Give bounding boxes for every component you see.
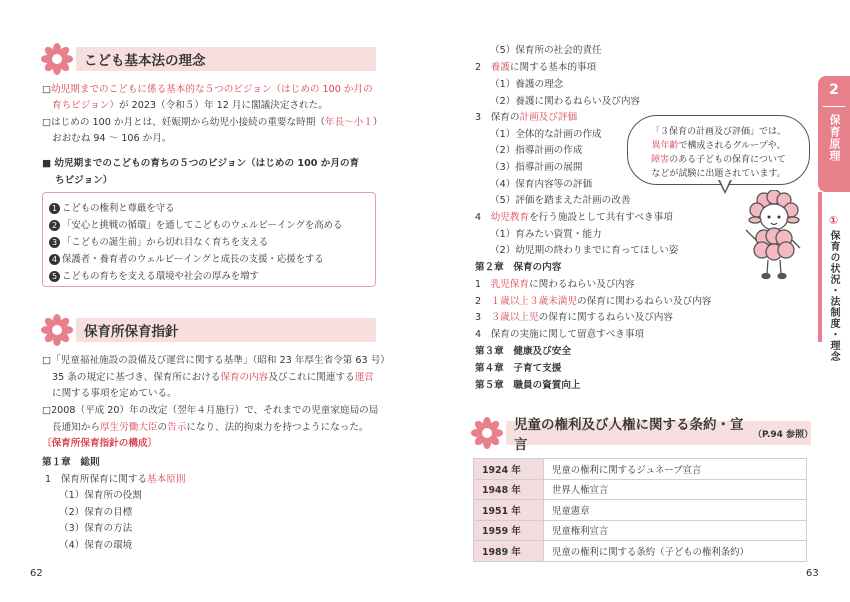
list-item: 2 「安心と挑戦の循環」を通してこどものウェルビーイングを高める (49, 217, 342, 231)
list-item: 2 １歳以上３歳未満児の保育に関わるねらい及び内容 (475, 296, 712, 307)
list-item: （3）指導計画の展開 (490, 162, 583, 173)
table-cell-text: 児童憲章 (544, 500, 807, 521)
table-cell-year: 1951 年 (474, 500, 544, 521)
list-item: 1 乳児保育に関わるねらい及び内容 (475, 279, 635, 290)
list-item: （2）保育の目標 (59, 507, 133, 518)
list-item: 3 ３歳以上児の保育に関するねらい及び内容 (475, 312, 673, 323)
divider (823, 106, 845, 107)
bubble-tail-inner (720, 180, 730, 191)
table-cell-text: 児童権利宣言 (544, 520, 807, 541)
sheep-mascot-icon (742, 190, 804, 282)
text-line: □はじめの 100 か月とは、妊娠期から幼児小接続の重要な時期（年長〜小１） (42, 117, 383, 128)
table-row (474, 479, 807, 500)
bubble-text: 異年齢で構成されるグループや、 (651, 141, 786, 151)
list-item: （4）保育の環境 (59, 540, 133, 551)
text-line: に関する事項を定めている。 (52, 388, 177, 399)
page-number-left: 62 (30, 568, 43, 579)
text-line: □幼児期までのこどもに係る基本的な５つのビジョン（はじめの 100 か月の (42, 84, 373, 95)
list-item: 5 こどもの育ちを支える環境や社会の厚みを増す (49, 268, 259, 282)
chapter-heading: 第３章 健康及び安全 (475, 346, 571, 357)
subheading: 〔保育所保育指針の構成〕 (42, 438, 158, 449)
list-item: （1）育みたい資質・能力 (490, 229, 602, 240)
chapter-heading: 第５章 職員の資質向上 (475, 380, 581, 391)
table-cell-text: 児童の権利に関するジュネーブ宣言 (544, 459, 807, 480)
table-row (474, 500, 807, 521)
chapter-tab-label: 保育原理 (828, 114, 841, 162)
list-item: （5）保育所の社会的責任 (490, 45, 602, 56)
list-item: 2 養護に関する基本的事項 (475, 62, 597, 73)
list-item: （1）保育所の役割 (59, 490, 142, 501)
subheading: ちビジョン） (55, 175, 113, 186)
list-item: 3 保育の計画及び評価 (475, 112, 578, 123)
chapter-heading: 第１章 総則 (42, 457, 100, 468)
page-number-right: 63 (806, 568, 819, 579)
table-row (474, 520, 807, 541)
list-item: （2）養護に関わるねらい及び内容 (490, 96, 641, 107)
sub-tab-number: ① (827, 214, 840, 228)
text-line: 35 条の規定に基づき、保育所における保育の内容及びこれに関連する運営 (52, 372, 374, 383)
list-item: 4 幼児教育を行う施設として共有すべき事項 (475, 212, 673, 223)
list-item: （4）保育内容等の評価 (490, 179, 593, 190)
list-item: （1）全体的な計画の作成 (490, 129, 602, 140)
conventions-table (473, 458, 807, 562)
flower-icon (40, 42, 74, 76)
table-cell-text: 児童の権利に関する条約（子どもの権利条約） (544, 541, 807, 562)
list-item: （2）幼児期の終わりまでに育ってほしい姿 (490, 245, 679, 256)
page-reference: （P.94 参照） (752, 429, 813, 440)
section-title: 保育所保育指針 (76, 318, 376, 342)
divider (818, 192, 822, 342)
chapter-tab-number: 2 (829, 82, 839, 98)
table-cell-year: 1924 年 (474, 459, 544, 480)
text-line: □「児童福祉施設の設備及び運営に関する基準」（昭和 23 年厚生省令第 63 号） (42, 355, 390, 366)
table-cell-text: 世界人権宣言 (544, 479, 807, 500)
bubble-text: などが試験に出題されています。 (651, 169, 786, 179)
flower-icon (470, 416, 504, 450)
list-item: （3）保育の方法 (59, 523, 133, 534)
chapter-heading: 第２章 保育の内容 (475, 262, 562, 273)
list-item: （1）養護の理念 (490, 79, 564, 90)
text-line: 育ちビジョン）が 2023（令和５）年 12 月に閣議決定された。 (52, 100, 328, 111)
section-title (506, 417, 813, 453)
text-line: おおむね 94 〜 106 か月。 (52, 133, 172, 144)
list-item: 3 「こどもの誕生前」から切れ目なく育ちを支える (49, 234, 268, 248)
list-item: （5）評価を踏まえた計画の改善 (490, 195, 631, 206)
bubble-text: 「３保育の計画及び評価」では、 (650, 127, 786, 137)
section-header-hoikusho (40, 313, 376, 347)
table-cell-year: 1948 年 (474, 479, 544, 500)
vision-box (42, 192, 376, 287)
speech-bubble (627, 115, 810, 185)
flower-icon (40, 313, 74, 347)
text-line: 長通知から厚生労働大臣の告示になり、法的拘束力を持つようになった。 (52, 422, 369, 433)
text-line: □2008（平成 20）年の改定（翌年４月施行）で、それまでの児童家庭局の局 (42, 405, 379, 416)
table-cell-year: 1989 年 (474, 541, 544, 562)
sub-tab-label: 保育の状況・法制度・理念 (828, 230, 839, 362)
list-item: 4 保護者・養育者のウェルビーイングと成長の支援・応援をする (49, 251, 324, 265)
list-item: （2）指導計画の作成 (490, 145, 583, 156)
table-cell-year: 1959 年 (474, 520, 544, 541)
table-row (474, 459, 807, 480)
section-header-kodomo (40, 42, 376, 76)
bubble-text: 障害のある子どもの保育について (651, 155, 786, 165)
section-header-rights (470, 416, 813, 453)
section-title-text: 児童の権利及び人権に関する条約・宣言 (514, 417, 744, 453)
list-item: 1 こどもの権利と尊厳を守る (49, 200, 175, 214)
list-item: 4 保育の実施に関して留意すべき事項 (475, 329, 645, 340)
table-row (474, 541, 807, 562)
text-line: 1 保育所保育に関する基本原則 (45, 474, 186, 485)
section-title: こども基本法の理念 (76, 47, 376, 71)
subheading: ■ 幼児期までのこどもの育ちの５つのビジョン（はじめの 100 か月の育 (42, 158, 360, 169)
chapter-heading: 第４章 子育て支援 (475, 363, 562, 374)
